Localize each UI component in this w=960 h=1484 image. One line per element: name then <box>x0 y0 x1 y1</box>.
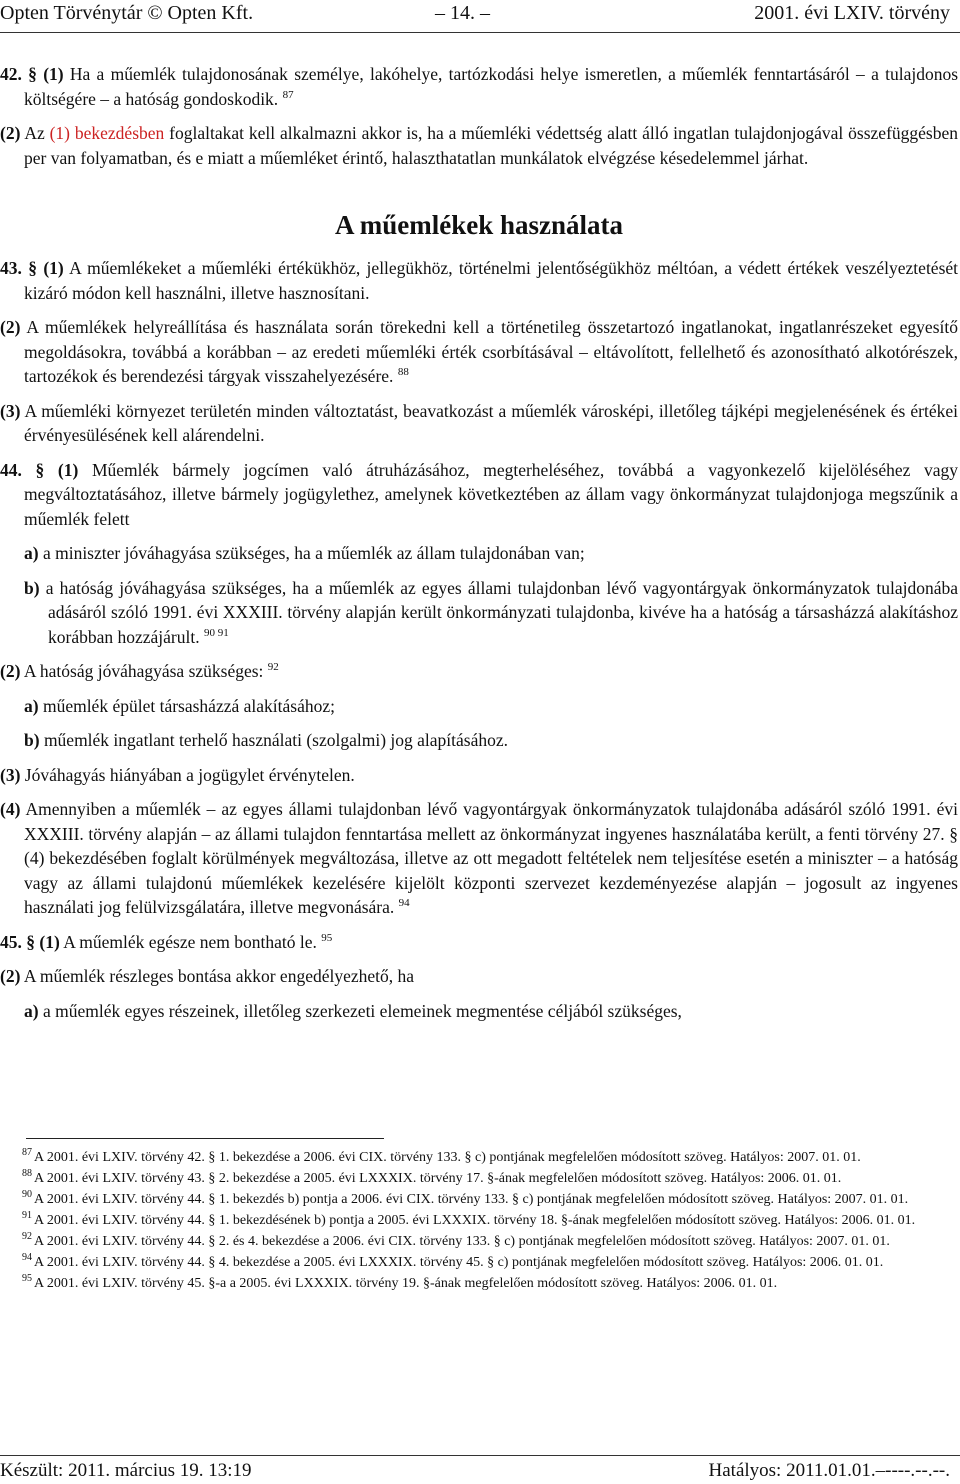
section-sign: § <box>35 459 45 480</box>
footnote <box>0 1231 958 1252</box>
paragraph-text: foglaltakat kell alkalmazni akkor is, ha a műemléki védettség alatt álló ingatlan tulajdonjogával összefüggésben per van folyamatban, és e miatt a műemléket érintő, halaszthatatlan munkálatok elvégzése késedelemmel járhat. <box>24 123 958 168</box>
paragraph-text: Az <box>24 123 45 143</box>
paragraph-number: (1) <box>43 64 64 84</box>
point-text: műemlék épület társasházzá alakításához; <box>42 695 335 716</box>
footnote-ref[interactable]: 88 <box>397 366 409 378</box>
point-label: a) <box>24 1000 39 1021</box>
footnotes <box>0 1147 958 1294</box>
paragraph-text: Amennyiben a műemlék – az egyes állami tulajdonban lévő vagyontárgyak önkormányzatok tulajdonába adásáról szóló 1991. évi XXXIII. törvény alapján – az állami tulajdon fenntartása mellett az önkormányzat ingyenes használatába került, a fenti törvény 27. § (4) bekezdésében foglalt körülmények megváltozása, illetve az ott megadott feltételek nem teljesítése esetén a miniszter – a hatóság vagy az állami tulajdonú műemlékek kezelésére kijelölt központi szervezet kezdeményezése alapján – jogosult az ingyenes használati jog felülvizsgálatára, illetve megvonására. <box>24 799 958 917</box>
footnote <box>0 1168 958 1189</box>
paragraph-number: (1) <box>43 258 64 278</box>
footnote-ref[interactable]: 94 <box>398 897 410 909</box>
cross-reference-link[interactable]: (1) bekezdésben <box>49 123 165 143</box>
paragraph-number: (2) <box>0 661 21 681</box>
footnote-text: A 2001. évi LXIV. törvény 42. § 1. bekezdése a 2006. évi CIX. törvény 133. § c) pontjának megfelelően módosított szöveg. Hatályos: 2007. 01. 01. <box>34 1150 861 1165</box>
point-label: b) <box>24 730 40 750</box>
footnote-text: A 2001. évi LXIV. törvény 44. § 4. bekezdése a 2005. évi LXXXIX. törvény 45. § c) pontjának megfelelően módosított szöveg. Hatályos: 2006. 01. 01. <box>34 1255 884 1270</box>
article-number: 45. <box>0 931 22 952</box>
footnote <box>0 1189 958 1210</box>
footnote-text: A 2001. évi LXIV. törvény 45. §-a a 2005. évi LXXXIX. törvény 19. §-ának megfelelően módosított szöveg. Hatályos: 2006. 01. 01. <box>34 1276 778 1291</box>
paragraph-number: (3) <box>0 400 21 421</box>
paragraph-44-1 <box>0 458 958 532</box>
footnote-text: A 2001. évi LXIV. törvény 44. § 2. és 4. bekezdése a 2006. évi CIX. törvény 133. § c) pontjának megfelelően módosított szöveg. Hatályos: 2007. 01. 01. <box>34 1234 890 1249</box>
header-publisher: Opten Törvénytár © Opten Kft. <box>0 2 254 24</box>
point-44-2-b <box>0 728 958 753</box>
paragraph-44-2 <box>0 659 958 684</box>
paragraph-45-1 <box>0 930 958 955</box>
paragraph-text: A műemlékeket a műemléki értékükhöz, jellegükhöz, történelmi jelentőségükhöz méltóan, a védett értékek veszélyeztetését kizáró módon kell használni, illetve hasznosítani. <box>24 258 959 303</box>
paragraph-number: (1) <box>39 931 60 952</box>
paragraph-45-2 <box>0 964 958 989</box>
footer-rule <box>0 1455 960 1456</box>
footnote <box>0 1252 958 1273</box>
footnote-number: 92 <box>22 1231 32 1242</box>
point-45-2-a <box>0 999 958 1024</box>
paragraph-43-1 <box>0 256 958 305</box>
header-page-number: – 14. – <box>435 2 490 24</box>
footnote-text: A 2001. évi LXIV. törvény 43. § 2. bekezdése a 2005. évi LXXXIX. törvény 17. §-ának megfelelően módosított szöveg. Hatályos: 2006. 01. 01. <box>34 1171 842 1186</box>
paragraph-text: A műemléki környezet területén minden változtatást, beavatkozást a műemlék városképi, illetőleg tájképi megjelenésének és értékei érvényesülésének kell alárendelni. <box>24 400 958 445</box>
paragraph-43-3 <box>0 399 958 448</box>
point-label: a) <box>24 543 39 563</box>
point-text: a műemlék egyes részeinek, illetőleg szerkezeti elemeinek megmentése céljából szükséges, <box>42 1000 682 1021</box>
article-number: 42. <box>0 64 22 84</box>
point-text: a miniszter jóváhagyása szükséges, ha a műemlék az állam tulajdonában van; <box>42 543 585 563</box>
paragraph-number: (2) <box>0 317 21 337</box>
paragraph-number: (4) <box>0 799 21 819</box>
paragraph-text: Műemlék bármely jogcímen való átruházásához, megterheléséhez, továbbá a vagyonkezelő kijelöléséhez vagy megváltoztatásához, illetve bármely jogügylethez, amelynek következtében az állam vagy önkormányzat tulajdonjoga megszűnik a műemlék felett <box>24 459 959 529</box>
footnote-ref[interactable]: 87 <box>282 88 294 101</box>
footnote <box>0 1147 958 1168</box>
paragraph-44-3 <box>0 763 958 788</box>
footnote-number: 90 <box>22 1189 32 1200</box>
section-title: A műemlékek használata <box>334 210 623 240</box>
footnote-number: 95 <box>22 1273 32 1284</box>
paragraph-number: (3) <box>0 764 21 785</box>
paragraph-43-2 <box>0 315 958 389</box>
paragraph-text: A műemlék részleges bontása akkor engedélyezhető, ha <box>23 966 415 986</box>
paragraph-42-2 <box>0 121 958 170</box>
page-footer <box>0 1458 960 1484</box>
page-header <box>0 0 960 30</box>
paragraph-text: A műemlékek helyreállítása és használata során törekedni kell a történetileg összetartozó ingatlanokat, ingatlanrészeket egyesítő megoldásokra, továbbá a korábban – az eredeti műemléki érték csorbításával – eltávolított, fellelhető és azonosítható alkotórészek, tartozékok és berendezési tárgyak visszahelyezésére. <box>24 317 958 386</box>
point-text: a hatóság jóváhagyása szükséges, ha a műemlék az egyes állami tulajdonban lévő vagyontárgyak önkormányzatok tulajdonába adásáról szóló 1991. évi XXXIII. törvény alapján került önkormányzati tulajdonba, kivéve ha a hatóság a társasházzá alakításhoz korábban hozzájárult. <box>45 577 959 647</box>
paragraph-text: A műemlék egésze nem bontható le. <box>63 931 317 952</box>
footnote <box>0 1210 958 1231</box>
article-number: 44. <box>0 459 22 480</box>
footnote-text: A 2001. évi LXIV. törvény 44. § 1. bekezdés b) pontja a 2006. évi CIX. törvény 133. § c) pontjának megfelelően módosított szöveg. Hatályos: 2007. 01. 01. <box>34 1192 909 1207</box>
paragraph-number: (1) <box>57 459 79 480</box>
section-sign: § <box>26 931 35 952</box>
footnote-ref[interactable]: 92 <box>267 661 279 673</box>
point-44-1-b <box>0 576 958 650</box>
paragraph-44-4 <box>0 797 958 920</box>
paragraph-text: Jóváhagyás hiányában a jogügylet érvénytelen. <box>24 764 355 785</box>
footer-created: Készült: 2011. március 19. 13:19 <box>0 1460 252 1481</box>
header-rule <box>0 32 960 33</box>
point-label: b) <box>24 577 40 598</box>
footnote-number: 91 <box>22 1210 32 1221</box>
paragraph-text: Ha a műemlék tulajdonosának személye, lakóhelye, tartózkodási helye ismeretlen, a műemlék fenntartásáról – a tulajdonos költségére – a hatóság gondoskodik. <box>24 64 959 109</box>
paragraph-text: A hatóság jóváhagyása szükséges: <box>23 661 264 681</box>
point-label: a) <box>24 695 39 716</box>
paragraph-number: (2) <box>0 123 21 143</box>
point-text: műemlék ingatlant terhelő használati (szolgalmi) jog alapításához. <box>43 730 509 750</box>
footnote-ref[interactable]: 95 <box>321 931 333 944</box>
header-law-title: 2001. évi LXIV. törvény <box>754 2 950 24</box>
footnote-separator <box>26 1138 384 1139</box>
point-44-1-a <box>0 541 958 566</box>
footnote <box>0 1273 958 1294</box>
paragraph-number: (2) <box>0 966 21 986</box>
footnote-number: 87 <box>22 1147 32 1158</box>
paragraph-42-1 <box>0 62 958 111</box>
point-44-2-a <box>0 694 958 719</box>
footnote-number: 94 <box>22 1252 32 1263</box>
article-number: 43. <box>0 258 22 278</box>
footnote-ref[interactable]: 90 91 <box>203 626 229 639</box>
footnote-text: A 2001. évi LXIV. törvény 44. § 1. bekezdésének b) pontja a 2005. évi LXXXIX. törvény 18. §-ának megfelelően módosított szöveg. Hatályos: 2006. 01. 01. <box>34 1213 916 1228</box>
section-sign: § <box>28 258 37 278</box>
document-body <box>0 62 958 1033</box>
footnote-number: 88 <box>22 1168 32 1179</box>
section-sign: § <box>28 64 37 84</box>
footer-effective: Hatályos: 2011.01.01.–----.--.--. <box>708 1460 950 1481</box>
